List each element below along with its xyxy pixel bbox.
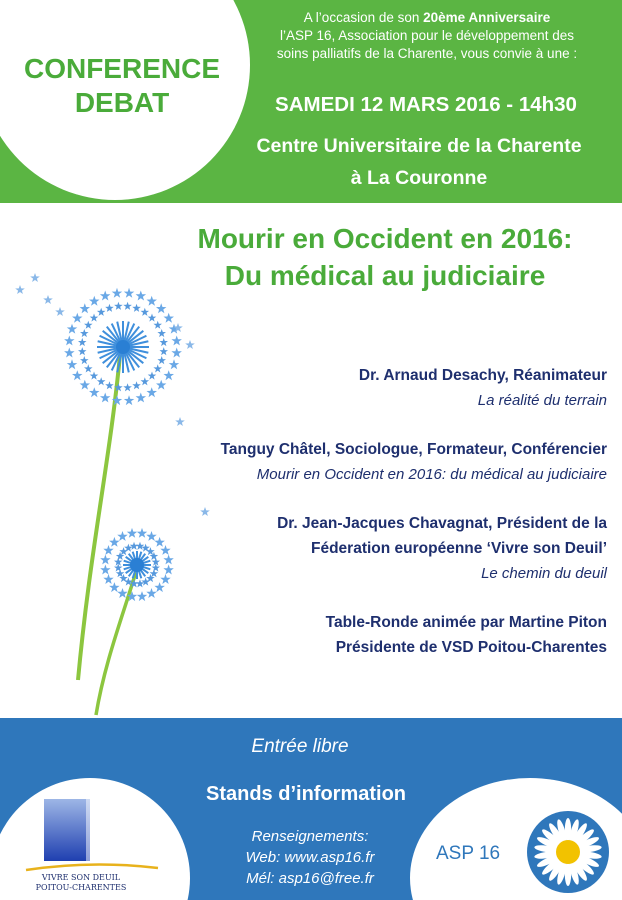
speaker-name: Tanguy Châtel, Sociologue, Formateur, Conférencier <box>220 441 607 458</box>
speaker-name-line-1: Dr. Jean-Jacques Chavagnat, Président de la <box>277 515 607 532</box>
contact-info <box>220 826 400 889</box>
vsd-logo-icon <box>42 797 92 863</box>
vsd-line-1: VIVRE SON DEUIL <box>41 873 121 882</box>
contact-web[interactable]: Web: www.asp16.fr <box>245 849 375 866</box>
speaker-topic: Mourir en Occident en 2016: du médical au judiciaire <box>256 466 607 483</box>
speaker-topic: La réalité du terrain <box>477 392 607 409</box>
speakers-list <box>127 363 607 684</box>
intro-line-2: l’ASP 16, Association pour le développement des <box>280 28 574 43</box>
speaker-name: Dr. Arnaud Desachy, Réanimateur <box>358 367 607 384</box>
speaker-item <box>127 511 607 586</box>
header-band <box>0 0 622 203</box>
title-line-1: Mourir en Occident en 2016: <box>197 223 573 254</box>
event-venue <box>216 130 622 194</box>
speaker-item <box>127 363 607 413</box>
speaker-item <box>127 610 607 660</box>
free-entry: Entrée libre <box>251 736 349 757</box>
footer-band <box>0 718 622 900</box>
badge-line-2: DEBAT <box>74 87 170 118</box>
contact-mail[interactable]: Mél: asp16@free.fr <box>246 870 374 887</box>
speaker-topic: Le chemin du deuil <box>481 565 607 582</box>
badge-line-1: CONFERENCE <box>23 53 220 84</box>
intro-anniversary: 20ème Anniversaire <box>423 10 551 25</box>
title-line-2: Du médical au judiciaire <box>224 260 546 291</box>
event-date: SAMEDI 12 MARS 2016 - 14h30 <box>275 93 577 116</box>
intro-prefix: A l’occasion de son <box>303 10 424 25</box>
intro-text <box>254 9 600 63</box>
vsd-logo-text <box>16 873 146 893</box>
intro-line-3: soins palliatifs de la Charente, vous convie à une : <box>276 46 578 61</box>
speaker-name-line-2: Féderation européenne ‘Vivre son Deuil’ <box>310 540 607 557</box>
daisy-logo-icon <box>526 810 610 894</box>
badge-title <box>0 52 244 120</box>
speaker-item <box>127 437 607 487</box>
venue-line-2: à La Couronne <box>350 167 488 189</box>
conference-title <box>150 220 620 294</box>
asp-logo-label: ASP 16 <box>436 843 501 864</box>
venue-line-1: Centre Universitaire de la Charente <box>256 135 582 157</box>
roundtable-line-2: Présidente de VSD Poitou-Charentes <box>335 639 607 656</box>
vsd-line-2: POITOU-CHARENTES <box>35 883 127 892</box>
info-stands: Stands d’information <box>206 783 406 805</box>
contact-label: Renseignements: <box>251 828 369 845</box>
roundtable-line-1: Table-Ronde animée par Martine Piton <box>325 614 607 631</box>
vsd-logo-swoosh <box>22 858 162 874</box>
dandelion-stem-large <box>78 355 120 680</box>
